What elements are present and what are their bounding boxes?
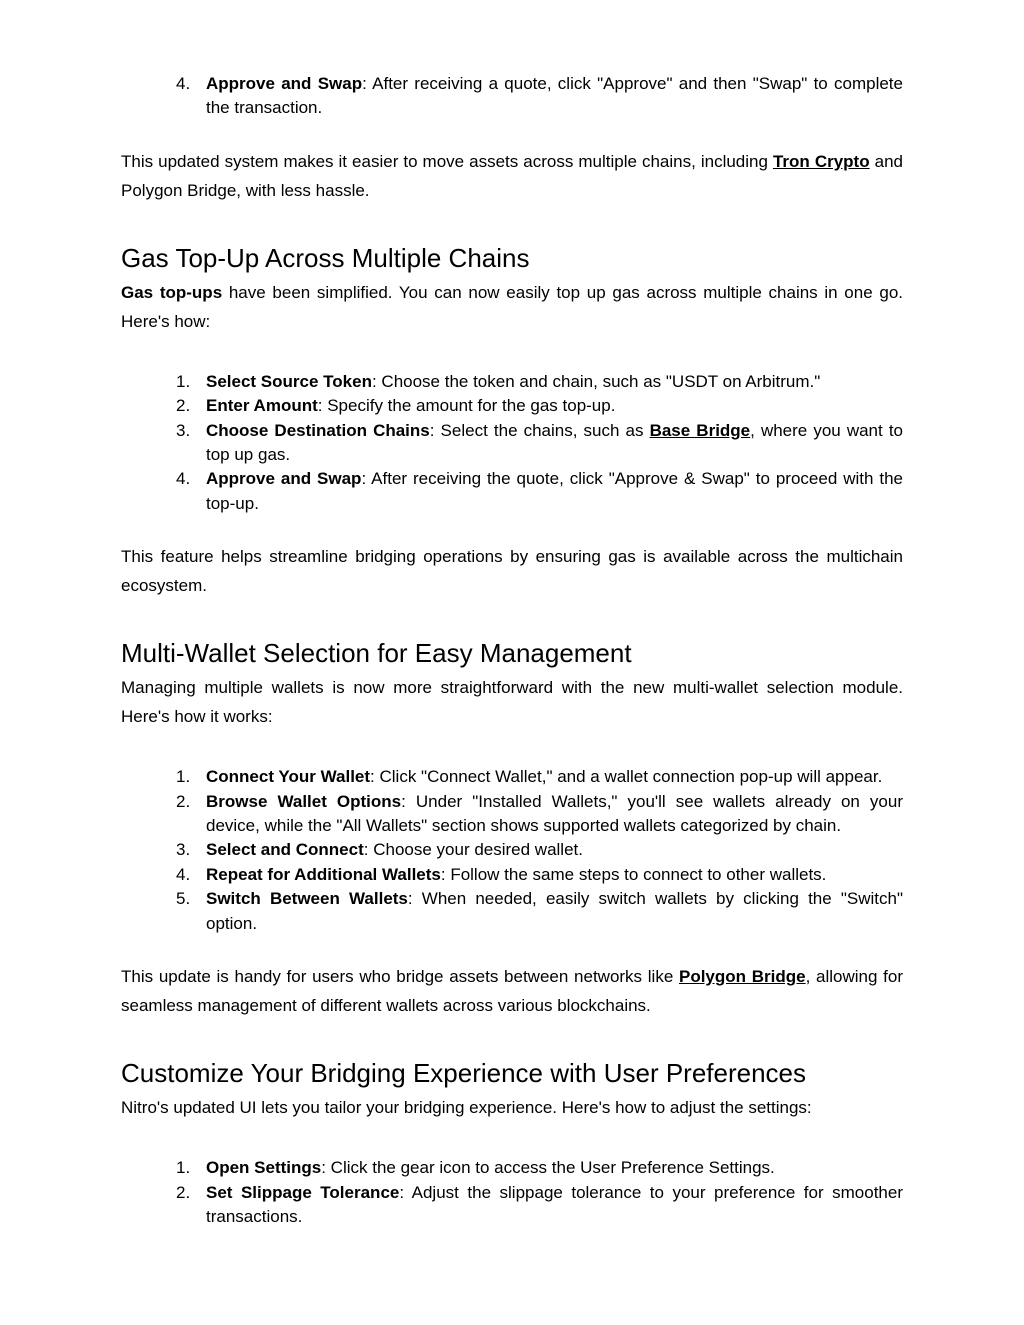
paragraph-tron: This updated system makes it easier to move assets across multiple chains, including Tron Crypto and Polygon Bridge, with less hassle.: [121, 151, 903, 200]
list-item: 3. Choose Destination Chains: Select the chains, such as Base Bridge, where you want to top up gas.: [176, 420, 903, 465]
list-item: 2. Enter Amount: Specify the amount for the gas top-up.: [121, 394, 903, 418]
list-item: 1. Open Settings: Click the gear icon to access the User Preference Settings.: [121, 1156, 903, 1180]
list-term: Approve and Swap: [206, 74, 363, 93]
document-page: [121, 72, 903, 1229]
list-item: 4. Repeat for Additional Wallets: Follow the same steps to connect to other wallets.: [121, 863, 903, 887]
list-item: 2. Browse Wallet Options: Under "Installed Wallets," you'll see wallets already on your device, while the "All Wallets" section shows supported wallets categorized by chain.: [176, 791, 903, 836]
list-term: Select Source Token: [206, 371, 372, 391]
list-term: Connect Your Wallet: [206, 767, 371, 787]
list-number: 4.: [176, 74, 191, 93]
list-number: 4.: [176, 864, 191, 884]
list-item: 1. Connect Your Wallet: Click "Connect Wallet," and a wallet connection pop-up will appear.: [121, 765, 903, 789]
list-text: : After receiving a quote, click "Approve" and then "Swap" to complete the transaction.: [206, 74, 903, 118]
list-term: Select and Connect: [206, 840, 364, 860]
list-item: [121, 72, 903, 121]
paragraph-gas-intro: Gas top-ups have been simplified. You can now easily top up gas across multiple chains in one go. Here's how:: [121, 282, 903, 331]
paragraph-wallet-intro: Managing multiple wallets is now more straightforward with the new multi-wallet selection module. Here's how it works:: [121, 678, 903, 727]
list-term: Set Slippage Tolerance: [206, 1182, 400, 1202]
list-number: 5.: [176, 889, 191, 909]
list-item: 1. Select Source Token: Choose the token and chain, such as "USDT on Arbitrum.": [121, 370, 903, 394]
list-number: 1.: [176, 371, 191, 391]
polygon-bridge-link[interactable]: Polygon Bridge: [678, 967, 806, 987]
list-number: 2.: [176, 1182, 191, 1202]
tron-crypto-link[interactable]: Tron Crypto: [772, 151, 870, 171]
list-term: Browse Wallet Options: [206, 791, 402, 811]
list-number: 1.: [176, 767, 191, 787]
list-number: 3.: [176, 840, 191, 860]
list-item: 5. Switch Between Wallets: When needed, easily switch wallets by clicking the "Switch" option.: [176, 889, 903, 933]
gas-steps-list: [121, 370, 903, 516]
paragraph-prefs-intro: Nitro's updated UI lets you tailor your bridging experience. Here's how to adjust the settings:: [121, 1098, 812, 1118]
list-term: Approve and Swap: [206, 469, 362, 489]
prefs-steps-list: [121, 1156, 903, 1229]
heading-multi-wallet: Multi-Wallet Selection for Easy Management: [121, 638, 632, 669]
paragraph-gas-outro: This feature helps streamline bridging operations by ensuring gas is available across the multichain ecosystem.: [121, 547, 903, 596]
list-number: 2.: [176, 791, 191, 811]
list-term: Choose Destination Chains: [206, 420, 430, 440]
list-number: 4.: [176, 469, 191, 489]
list-number: 1.: [176, 1158, 191, 1178]
list-item: 2. Set Slippage Tolerance: Adjust the slippage tolerance to your preference for smoother transactions.: [176, 1182, 903, 1226]
list-item: 3. Select and Connect: Choose your desired wallet.: [121, 838, 903, 862]
list-number: 3.: [176, 420, 191, 440]
paragraph-wallet-outro: This update is handy for users who bridge assets between networks like Polygon Bridge, allowing for seamless management of different wallets across various blockchains.: [121, 967, 903, 1016]
base-bridge-link[interactable]: Base Bridge: [649, 420, 751, 440]
list-term: Repeat for Additional Wallets: [206, 864, 441, 884]
list-item: 4. Approve and Swap: After receiving the quote, click "Approve & Swap" to proceed with the top-up.: [176, 469, 904, 513]
list-number: 2.: [176, 396, 191, 416]
heading-user-preferences: Customize Your Bridging Experience with User Preferences: [121, 1058, 807, 1089]
top-list: [121, 72, 903, 121]
list-term: Switch Between Wallets: [206, 889, 408, 909]
list-term: Enter Amount: [206, 396, 318, 416]
heading-gas-top-up: Gas Top-Up Across Multiple Chains: [121, 242, 530, 273]
list-term: Open Settings: [206, 1158, 322, 1178]
wallet-steps-list: [121, 765, 903, 936]
